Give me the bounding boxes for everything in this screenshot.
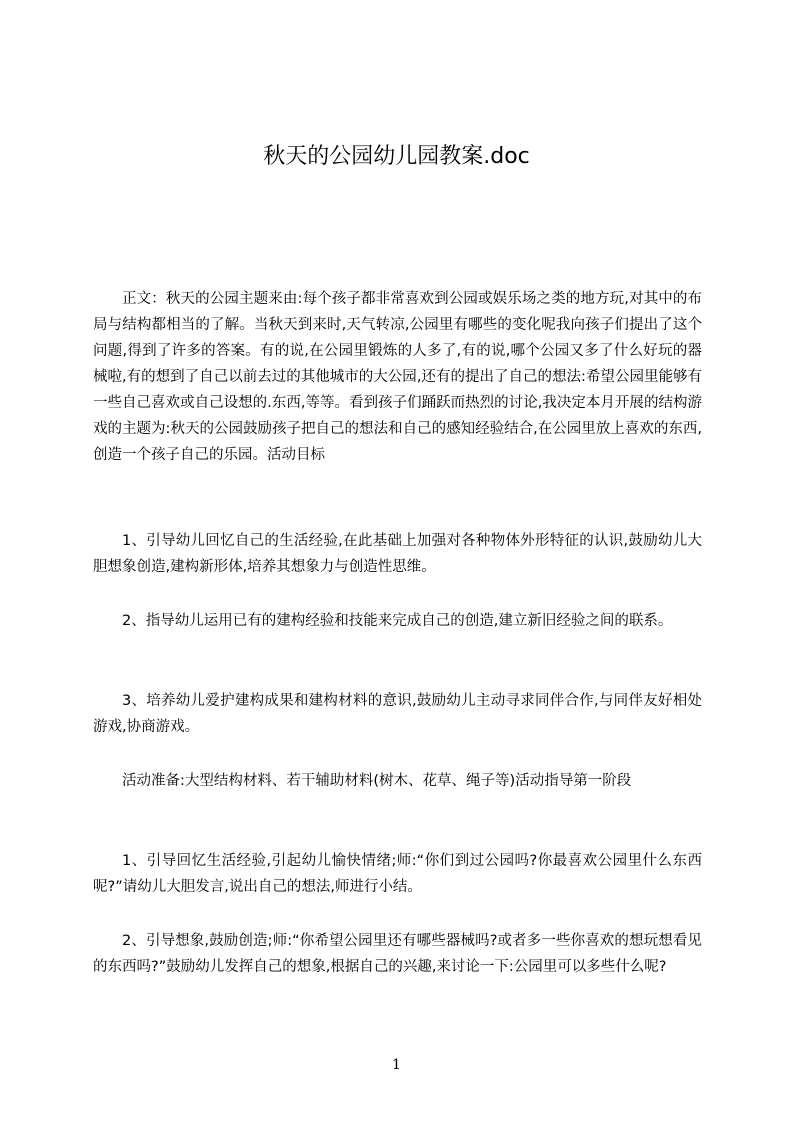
goal-1-paragraph: 1、引导幼儿回忆自己的生活经验,在此基础上加强对各种物体外形特征的认识,鼓励幼儿大胆想象创造,建构新形体,培养其想象力与创造性思维。	[93, 533, 702, 575]
intro-paragraph: 正文：秋天的公园主题来由:每个孩子都非常喜欢到公园或娱乐场之类的地方玩,对其中的布局与结构都相当的了解。当秋天到来时,天气转凉,公园里有哪些的变化呢我向孩子们提出了这个问题,得到了许多的答案。有的说,在公园里锻炼的人多了,有的说,哪个公园又多了什么好玩的器械啦,有的想到了自己以前去过的其他城市的大公园,还有的提出了自己的想法:希望公园里能够有一些自己喜欢或自己设想的.东西,等等。看到孩子们踊跃而热烈的讨论,我决定本月开展的结构游戏的主题为:秋天的公园鼓励孩子把自己的想法和自己的感知经验结合,在公园里放上喜欢的东西,创造一个孩子自己的乐园。活动目标	[93, 291, 702, 463]
step-2-paragraph: 2、引导想象,鼓励创造;师:“你希望公园里还有哪些器械吗?或者多一些你喜欢的想玩想看见的东西吗?”鼓励幼儿发挥自己的想象,根据自己的兴趣,来讨论一下:公园里可以多些什么呢?	[93, 933, 702, 975]
goal-3-paragraph: 3、培养幼儿爱护建构成果和建构材料的意识,鼓励幼儿主动寻求同伴合作,与同伴友好相处游戏,协商游戏。	[93, 693, 702, 735]
preparation-paragraph: 活动准备:大型结构材料、若干辅助材料(树木、花草、绳子等)活动指导第一阶段	[122, 773, 632, 789]
document-title: 秋天的公园幼儿园教案.doc	[263, 144, 530, 169]
step-1-paragraph: 1、引导回忆生活经验,引起幼儿愉快情绪;师:“你们到过公园吗?你最喜欢公园里什么东西呢?”请幼儿大胆发言,说出自己的想法,师进行小结。	[93, 853, 702, 895]
goal-2-paragraph: 2、指导幼儿运用已有的建构经验和技能来完成自己的创造,建立新旧经验之间的联系。	[122, 613, 673, 629]
page-number: 1	[392, 1057, 401, 1073]
